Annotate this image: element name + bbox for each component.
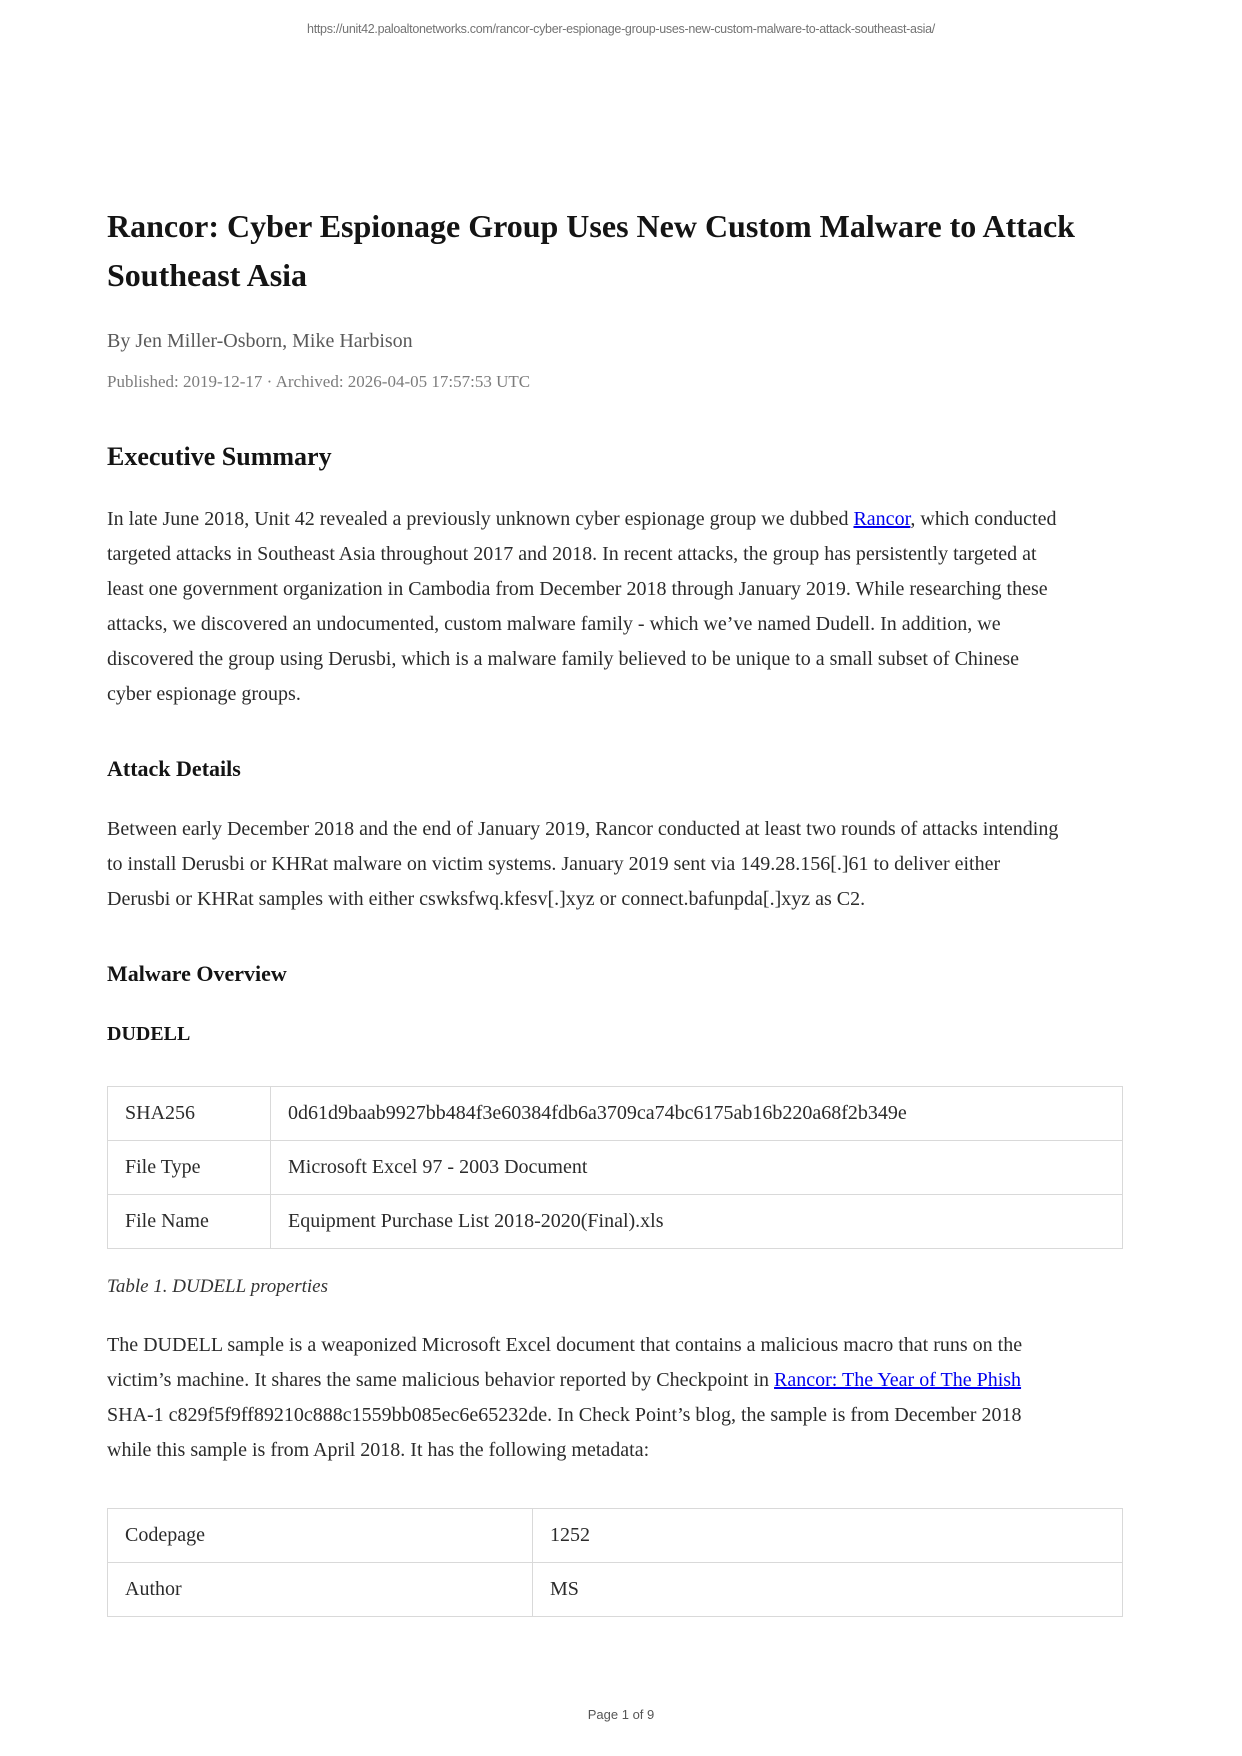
dudell-properties-table	[107, 1086, 1123, 1249]
printed-page-url: https://unit42.paloaltonetworks.com/rancor-cyber-espionage-group-uses-new-custom-malware-to-attack-southeast-asia/	[307, 22, 935, 36]
property-value: Microsoft Excel 97 - 2003 Document	[271, 1141, 1123, 1195]
table-row	[108, 1195, 1123, 1249]
heading-dudell: DUDELL	[107, 1023, 191, 1045]
heading-executive-summary: Executive Summary	[107, 442, 332, 471]
heading-attack-details: Attack Details	[107, 756, 241, 781]
metadata-key: Codepage	[108, 1509, 533, 1563]
attack-details-paragraph: Between early December 2018 and the end of January 2019, Rancor conducted at least two rounds of attacks intending to install Derusbi or KHRat malware on victim systems. January 2019 sent via 149.28.156[.]61 to deliver either Derusbi or KHRat samples with either cswksfwq.kfesv[.]xyz or connect.bafunpda[.]xyz as C2.	[107, 818, 1059, 910]
paragraph-text: In late June 2018, Unit 42 revealed a previously unknown cyber espionage group we dubbed	[107, 508, 854, 530]
paragraph-text: SHA-1 c829f5f9ff89210c888c1559bb085ec6e65232de. In Check Point’s blog, the sample is from December 2018 while this sample is from April 2018. It has the following metadata:	[107, 1404, 1022, 1461]
dudell-metadata-table	[107, 1508, 1123, 1617]
paragraph-text: The DUDELL sample is a weaponized Microsoft Excel document that contains a malicious macro that runs on the victim’s machine. It shares the same malicious behavior reported by Checkpoint in	[107, 1334, 1023, 1391]
property-value: 0d61d9baab9927bb484f3e60384fdb6a3709ca74bc6175ab16b220a68f2b349e	[271, 1087, 1123, 1141]
metadata-value: MS	[533, 1563, 1123, 1617]
executive-summary-paragraph	[107, 502, 1059, 712]
table-row	[108, 1509, 1123, 1563]
rancor-link[interactable]: Rancor	[853, 508, 911, 530]
published-archived-timestamp: Published: 2019-12-17 · Archived: 2026-04-05 17:57:53 UTC	[107, 372, 531, 391]
metadata-value: 1252	[533, 1509, 1123, 1563]
year-of-the-phish-link[interactable]: Rancor: The Year of The Phish	[774, 1369, 1022, 1391]
property-key: SHA256	[108, 1087, 271, 1141]
property-value: Equipment Purchase List 2018-2020(Final).xls	[271, 1195, 1123, 1249]
table-row	[108, 1087, 1123, 1141]
table-row	[108, 1141, 1123, 1195]
table-row	[108, 1563, 1123, 1617]
page-title: Rancor: Cyber Espionage Group Uses New Custom Malware to Attack Southeast Asia	[107, 208, 1075, 293]
metadata-key: Author	[108, 1563, 533, 1617]
heading-malware-overview: Malware Overview	[107, 961, 287, 986]
article-content	[107, 202, 1123, 1617]
property-key: File Name	[108, 1195, 271, 1249]
property-key: File Type	[108, 1141, 271, 1195]
article-byline: By Jen Miller-Osborn, Mike Harbison	[107, 330, 413, 352]
paragraph-text: , which conducted targeted attacks in Southeast Asia throughout 2017 and 2018. In recent attacks, the group has persistently targeted at least one government organization in Cambodia from December 2018 through January 2019. While researching these attacks, we discovered an undocumented, custom malware family - which we’ve named Dudell. In addition, we discovered the group using Derusbi, which is a malware family believed to be unique to a small subset of Chinese cyber espionage groups.	[107, 508, 1057, 705]
dudell-description-paragraph	[107, 1328, 1059, 1468]
table1-caption: Table 1. DUDELL properties	[107, 1276, 328, 1297]
page-number-footer: Page 1 of 9	[587, 1707, 655, 1722]
